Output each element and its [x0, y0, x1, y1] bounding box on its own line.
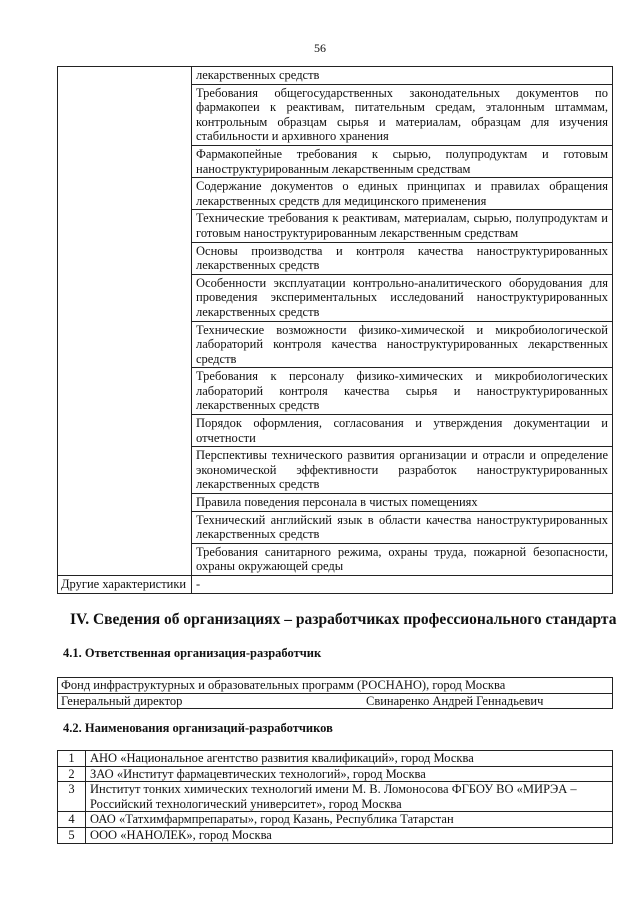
other-characteristics-row [58, 576, 613, 594]
responsible-org-table [57, 677, 613, 709]
director-cell [58, 693, 613, 709]
org-number: 4 [58, 812, 86, 828]
requirement-cell: Технические требования к реактивам, материалам, сырью, полупродуктам и готовым наноструктурированным лекарственным средствам [192, 210, 613, 242]
table-row [58, 178, 613, 210]
table-row [58, 447, 613, 494]
table-row [58, 827, 613, 843]
table-row [58, 84, 613, 145]
left-cell [58, 543, 192, 575]
requirement-cell: Технические возможности физико-химической и микробиологической лабораторий контроля качества наноструктурированных лекарственных средств [192, 321, 613, 368]
org-name: ОАО «Татхимфармпрепараты», город Казань, Республика Татарстан [86, 812, 613, 828]
table-row [58, 511, 613, 543]
requirement-cell: Правила поведения персонала в чистых помещениях [192, 494, 613, 512]
left-cell [58, 242, 192, 274]
org-number: 5 [58, 827, 86, 843]
org-number: 2 [58, 766, 86, 782]
left-cell [58, 210, 192, 242]
table-row [58, 751, 613, 767]
requirement-cell: Требования санитарного режима, охраны труда, пожарной безопасности, охраны окружающей среды [192, 543, 613, 575]
org-name: ООО «НАНОЛЕК», город Москва [86, 827, 613, 843]
requirement-cell: Особенности эксплуатации контрольно-аналитического оборудования для проведения экспериментальных исследований наноструктурированных лекарственных средств [192, 274, 613, 321]
org-name: АНО «Национальное агентство развития квалификаций», город Москва [86, 751, 613, 767]
page-number: 56 [314, 41, 326, 55]
org-name: ЗАО «Институт фармацевтических технологий», город Москва [86, 766, 613, 782]
requirement-cell: лекарственных средств [192, 67, 613, 85]
table-row [58, 812, 613, 828]
director-title: Генеральный директор [61, 693, 183, 708]
table-row [58, 693, 613, 709]
director-name: Свинаренко Андрей Геннадьевич [366, 693, 544, 708]
table-row [58, 67, 613, 85]
table-row [58, 145, 613, 177]
table-row [58, 766, 613, 782]
left-cell [58, 178, 192, 210]
left-cell [58, 368, 192, 415]
section-heading: IV. Сведения об организациях – разработчиках профессионального стандарта [70, 611, 617, 628]
characteristics-table [57, 66, 613, 594]
left-cell [58, 415, 192, 447]
table-row [58, 368, 613, 415]
developer-orgs-table [57, 750, 613, 844]
left-cell [58, 447, 192, 494]
director-row [61, 694, 609, 709]
table-row [58, 782, 613, 812]
table-row [58, 274, 613, 321]
requirement-cell: Перспективы технического развития организации и отрасли и определение экономической эффективности разработок наноструктурированных лекарственных средств [192, 447, 613, 494]
left-cell [58, 274, 192, 321]
table-row [58, 494, 613, 512]
left-cell [58, 511, 192, 543]
left-cell [58, 145, 192, 177]
requirement-cell: Требования к персоналу физико-химических и микробиологических лабораторий контроля качества сырья и наноструктурированных лекарственных средств [192, 368, 613, 415]
requirement-cell: Фармакопейные требования к сырью, полупродуктам и готовым наноструктурированным лекарственным средствам [192, 145, 613, 177]
org-name: Институт тонких химических технологий имени М. В. Ломоносова ФГБОУ ВО «МИРЭА – Российский технологический университет», город Москва [86, 782, 613, 812]
org-number: 3 [58, 782, 86, 812]
requirement-cell: Содержание документов о единых принципах и правилах обращения лекарственных средств для медицинского применения [192, 178, 613, 210]
table-row [58, 210, 613, 242]
table-row [58, 678, 613, 694]
responsible-org-name: Фонд инфраструктурных и образовательных программ (РОСНАНО), город Москва [58, 678, 613, 694]
requirement-cell: Порядок оформления, согласования и утверждения документации и отчетности [192, 415, 613, 447]
requirement-cell: Основы производства и контроля качества наноструктурированных лекарственных средств [192, 242, 613, 274]
left-cell [58, 67, 192, 85]
left-cell [58, 494, 192, 512]
left-cell [58, 321, 192, 368]
table-row [58, 321, 613, 368]
requirement-cell: Технический английский язык в области качества наноструктурированных лекарственных средств [192, 511, 613, 543]
other-characteristics-label: Другие характеристики [58, 576, 192, 594]
subsection-title-developers: 4.2. Наименования организаций-разработчиков [63, 721, 333, 735]
org-number: 1 [58, 751, 86, 767]
left-cell [58, 84, 192, 145]
other-characteristics-value: - [192, 576, 613, 594]
table-row [58, 242, 613, 274]
table-row [58, 543, 613, 575]
subsection-title-responsible: 4.1. Ответственная организация-разработчик [63, 646, 322, 660]
table-row [58, 415, 613, 447]
requirement-cell: Требования общегосударственных законодательных документов по фармакопеи к реактивам, питательным средам, эталонным штаммам, контрольным образцам сырья и материалам, образцам для изучения стабильности и архивного хранения [192, 84, 613, 145]
